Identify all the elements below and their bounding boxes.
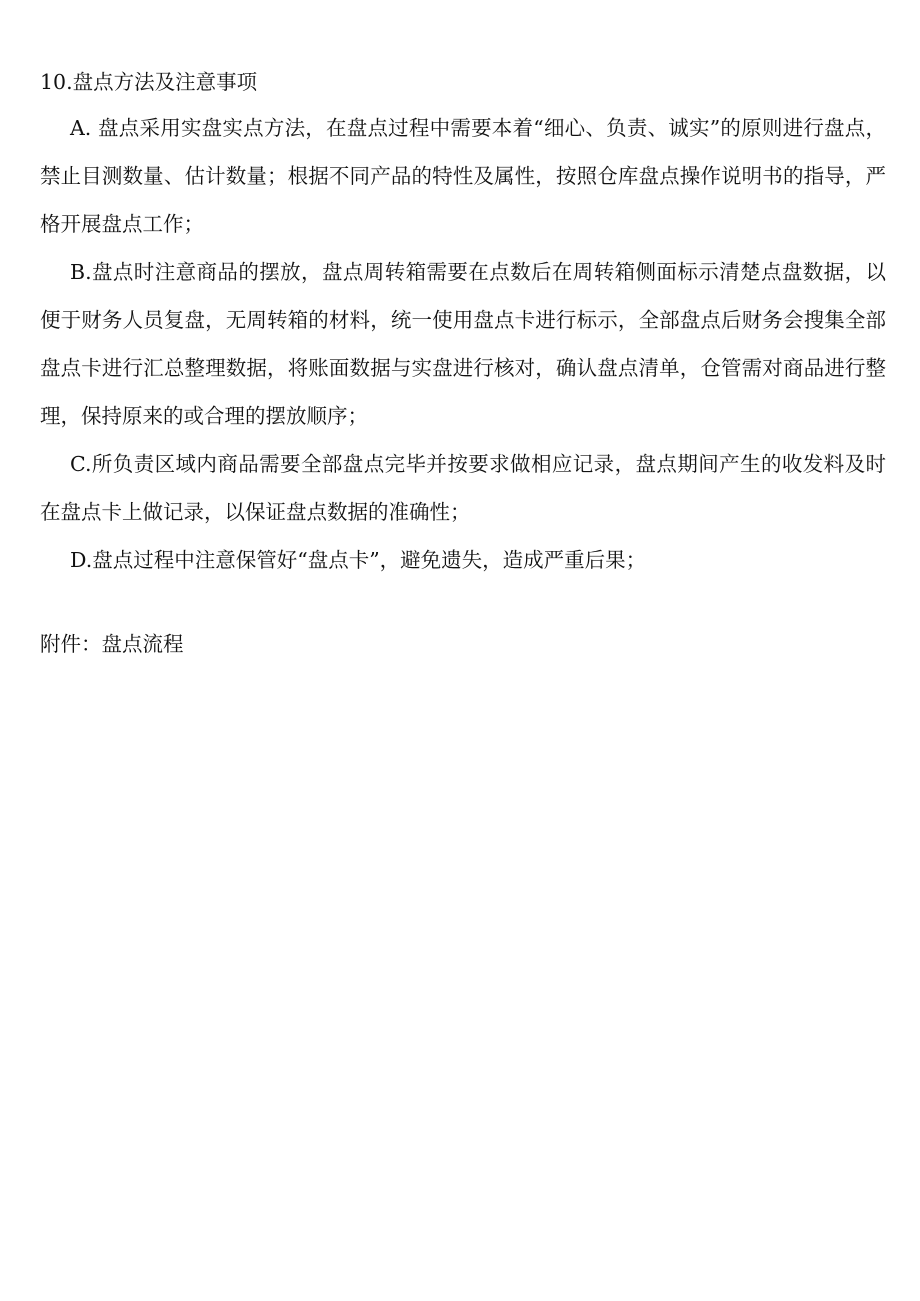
attachment-label: 附件：盘点流程	[40, 632, 184, 656]
paragraph-d: D.盘点过程中注意保管好“盘点卡”，避免遗失，造成严重后果；	[70, 548, 647, 572]
paragraph-b: B.盘点时注意商品的摆放，盘点周转箱需要在点数后在周转箱侧面标示清楚点盘数据，以便于财务人员复盘，无周转箱的材料，统一使用盘点卡进行标示，全部盘点后财务会搜集全部盘点卡进行汇总整理数据，将账面数据与实盘进行核对，确认盘点清单，仓管需对商品进行整理，保持原来的或合理的摆放顺序；	[40, 260, 886, 428]
paragraph-c: C.所负责区域内商品需要全部盘点完毕并按要求做相应记录，盘点期间产生的收发料及时在盘点卡上做记录，以保证盘点数据的准确性；	[40, 452, 886, 524]
section-heading: 10.盘点方法及注意事项	[40, 70, 258, 94]
paragraph-a: A. 盘点采用实盘实点方法，在盘点过程中需要本着“细心、负责、诚实”的原则进行盘点，禁止目测数量、估计数量；根据不同产品的特性及属性，按照仓库盘点操作说明书的指导，严格开展盘点工作；	[40, 116, 886, 236]
